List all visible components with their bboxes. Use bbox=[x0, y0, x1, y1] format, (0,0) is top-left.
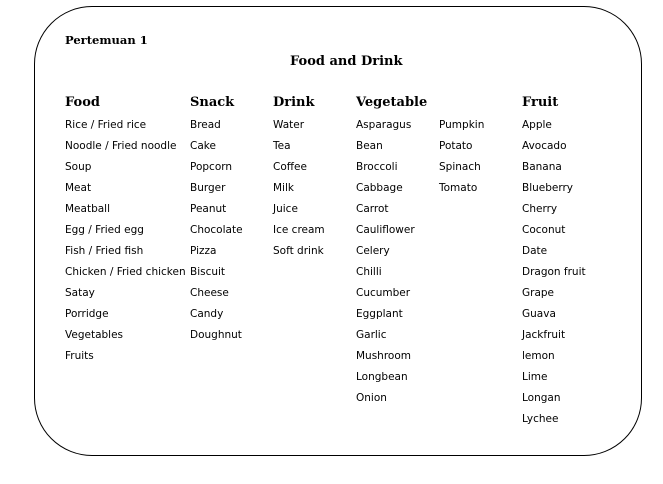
list-item: Tomato bbox=[439, 182, 478, 194]
list-item: Bread bbox=[190, 119, 221, 131]
list-item: Soft drink bbox=[273, 245, 324, 257]
list-item: Cherry bbox=[522, 203, 558, 215]
list-item: Chilli bbox=[356, 266, 382, 278]
list-item: Juice bbox=[273, 203, 298, 215]
list-item: Avocado bbox=[522, 140, 567, 152]
list-item: Cabbage bbox=[356, 182, 403, 194]
list-item: Celery bbox=[356, 245, 390, 257]
list-item: Cake bbox=[190, 140, 216, 152]
list-item: Doughnut bbox=[190, 329, 242, 341]
list-item: Burger bbox=[190, 182, 226, 194]
list-item: Carrot bbox=[356, 203, 389, 215]
list-item: Coconut bbox=[522, 224, 566, 236]
list-item: Coffee bbox=[273, 161, 307, 173]
list-item: Noodle / Fried noodle bbox=[65, 140, 177, 152]
page-title: Food and Drink bbox=[290, 54, 403, 69]
list-item: Garlic bbox=[356, 329, 387, 341]
list-item: Meatball bbox=[65, 203, 111, 215]
list-item: Fruits bbox=[65, 350, 94, 362]
list-item: Milk bbox=[273, 182, 294, 194]
list-item: Water bbox=[273, 119, 305, 131]
list-item: Ice cream bbox=[273, 224, 325, 236]
list-item: Porridge bbox=[65, 308, 109, 320]
column-header: Vegetable bbox=[356, 95, 428, 110]
list-item: lemon bbox=[522, 350, 555, 362]
list-item: Meat bbox=[65, 182, 92, 194]
list-item: Grape bbox=[522, 287, 555, 299]
list-item: Popcorn bbox=[190, 161, 233, 173]
list-item: Peanut bbox=[190, 203, 227, 215]
list-item: Asparagus bbox=[356, 119, 412, 131]
column-header: Snack bbox=[190, 95, 235, 110]
list-item: Blueberry bbox=[522, 182, 574, 194]
column-snack bbox=[190, 95, 243, 350]
list-item: Cheese bbox=[190, 287, 229, 299]
list-item: Candy bbox=[190, 308, 224, 320]
list-item: Fish / Fried fish bbox=[65, 245, 144, 257]
list-item: Spinach bbox=[439, 161, 481, 173]
list-item: Eggplant bbox=[356, 308, 403, 320]
column-header: Food bbox=[65, 95, 100, 110]
list-item: Biscuit bbox=[190, 266, 226, 278]
list-item: Date bbox=[522, 245, 548, 257]
list-item: Onion bbox=[356, 392, 387, 404]
column-fruit bbox=[522, 95, 586, 434]
column-vegetable bbox=[356, 95, 427, 413]
list-item: Longbean bbox=[356, 371, 408, 383]
list-item: Chocolate bbox=[190, 224, 243, 236]
list-item: Chicken / Fried chicken bbox=[65, 266, 186, 278]
list-item: Apple bbox=[522, 119, 552, 131]
column-header: Fruit bbox=[522, 95, 559, 110]
list-item: Bean bbox=[356, 140, 383, 152]
list-item: Soup bbox=[65, 161, 92, 173]
column-drink bbox=[273, 95, 325, 266]
list-item: Rice / Fried rice bbox=[65, 119, 147, 131]
meeting-label: Pertemuan 1 bbox=[65, 33, 148, 47]
list-item: Lychee bbox=[522, 413, 559, 425]
list-item: Banana bbox=[522, 161, 562, 173]
list-item: Longan bbox=[522, 392, 561, 404]
list-item: Cauliflower bbox=[356, 224, 415, 236]
list-item: Vegetables bbox=[65, 329, 124, 341]
list-item: Broccoli bbox=[356, 161, 398, 173]
list-item: Pizza bbox=[190, 245, 217, 257]
list-item: Guava bbox=[522, 308, 556, 320]
list-item: Cucumber bbox=[356, 287, 411, 299]
list-item: Potato bbox=[439, 140, 473, 152]
list-item: Tea bbox=[273, 140, 291, 152]
list-item: Mushroom bbox=[356, 350, 412, 362]
list-item: Lime bbox=[522, 371, 548, 383]
list-item: Jackfruit bbox=[522, 329, 566, 341]
list-item: Satay bbox=[65, 287, 95, 299]
list-item: Egg / Fried egg bbox=[65, 224, 144, 236]
list-item: Dragon fruit bbox=[522, 266, 586, 278]
column-food bbox=[65, 95, 186, 371]
list-item: Pumpkin bbox=[439, 119, 485, 131]
column-vegetable-continued bbox=[439, 95, 484, 203]
column-header: Drink bbox=[273, 95, 315, 110]
